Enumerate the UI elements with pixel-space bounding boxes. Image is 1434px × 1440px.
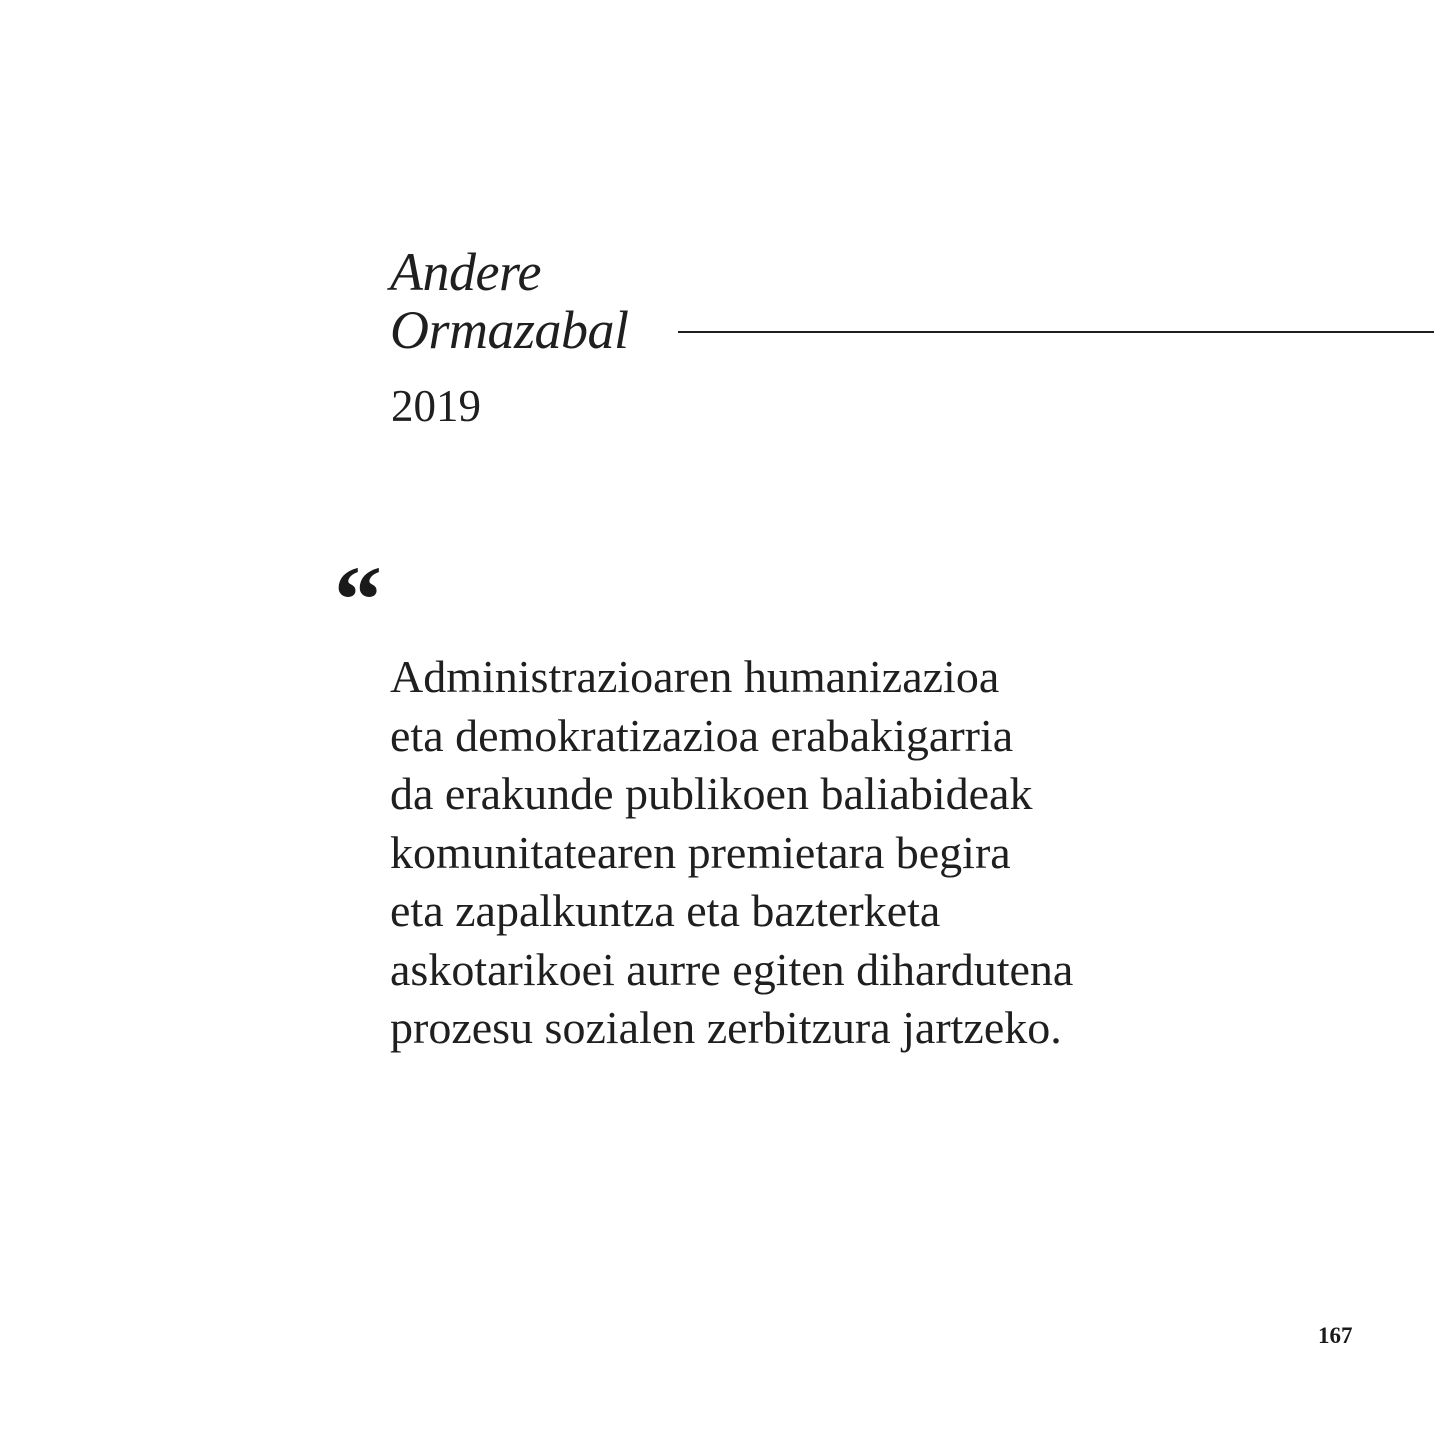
author-first-name: Andere: [390, 242, 541, 302]
horizontal-rule: [678, 331, 1434, 333]
year-label: 2019: [391, 381, 481, 431]
author-name: [390, 243, 629, 359]
opening-quote-icon: “: [334, 546, 382, 653]
quote-line: komunitatearen premietara begira: [390, 826, 1011, 878]
page-number: 167: [1318, 1323, 1353, 1348]
author-last-name: Ormazabal: [390, 300, 629, 360]
quote-text: [390, 648, 1150, 1058]
quote-line: Administrazioaren humanizazioa: [390, 651, 1000, 702]
quote-line: askotarikoei aurre egiten dihardutena: [390, 943, 1074, 995]
quote-line: prozesu sozialen zerbitzura jartzeko.: [390, 1002, 1062, 1053]
quote-line: eta demokratizazioa erabakigarria: [390, 709, 1014, 761]
quote-line: da erakunde publikoen baliabideak: [390, 768, 1033, 819]
quote-line: eta zapalkuntza eta bazterketa: [390, 885, 941, 936]
